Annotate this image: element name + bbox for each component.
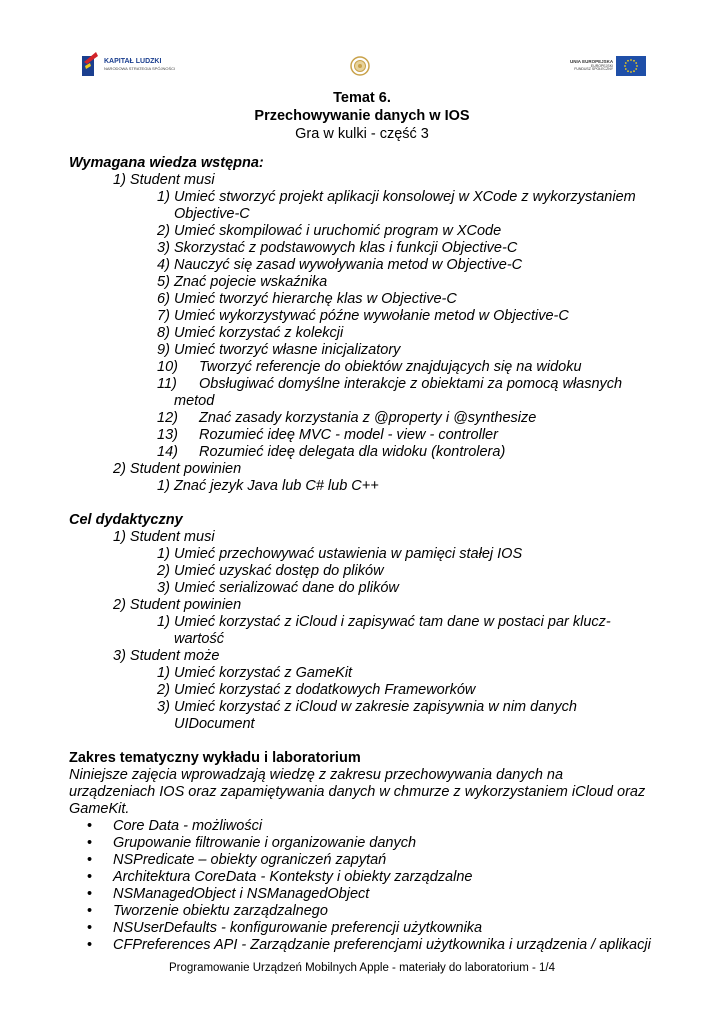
list-item-text: Umieć korzystać z iCloud w zakresie zapisywnia w nim danych xyxy=(174,699,577,715)
list-item xyxy=(69,206,669,223)
list-item-text: Umieć skompilować i uruchomić program w XCode xyxy=(174,223,502,239)
list-item-number: 3) xyxy=(157,240,170,256)
goal-list-1 xyxy=(69,546,669,597)
bullet-text: Core Data - możliwości xyxy=(113,818,263,834)
scope-para-line-1: Niniejsze zajęcia wprowadzają wiedzę z zakresu przechowywania danych na xyxy=(69,767,564,783)
bullet-item xyxy=(69,937,669,954)
bullet-text: Architektura CoreData - Konteksty i obiekty zarządzalne xyxy=(113,869,473,885)
list-item-text: Umieć korzystać z dodatkowych Frameworków xyxy=(174,682,476,698)
list-item xyxy=(69,359,669,376)
bullet-item xyxy=(69,886,669,903)
list-item-text: metod xyxy=(174,393,215,409)
list-item-number: 6) xyxy=(157,291,170,307)
list-item-number: 9) xyxy=(157,342,170,358)
list-item-text: Znać zasady korzystania z @property i @synthesize xyxy=(199,410,537,426)
list-item-text: wartość xyxy=(174,631,224,647)
bullet-text: Grupowanie filtrowanie i organizowanie danych xyxy=(113,835,417,851)
list-item xyxy=(69,614,669,631)
kl-title: KAPITAŁ LUDZKI xyxy=(104,57,162,65)
list-item-number: 14) xyxy=(157,444,178,460)
bullet-item xyxy=(69,852,669,869)
list-item xyxy=(69,376,669,393)
list-item xyxy=(69,478,669,495)
bullet-text: CFPreferences API - Zarządzanie preferencjami użytkownika i urządzenia / aplikacji xyxy=(113,937,651,953)
list-item xyxy=(69,223,669,240)
list-item xyxy=(69,682,669,699)
goal-group-2: 2) Student powinien xyxy=(113,597,242,613)
list-item-number: 3) xyxy=(157,699,170,715)
list-item-number: 4) xyxy=(157,257,170,273)
list-item-text: Umieć uzyskać dostęp do plików xyxy=(174,563,384,579)
goal-heading: Cel dydaktyczny xyxy=(69,512,183,528)
bullet-item xyxy=(69,903,669,920)
document-title xyxy=(0,89,724,143)
bullet-item xyxy=(69,920,669,937)
bullet-icon: • xyxy=(87,903,93,919)
list-item-number: 7) xyxy=(157,308,170,324)
list-item-text: Umieć stworzyć projekt aplikacji konsolowej w XCode z wykorzystaniem xyxy=(174,189,636,205)
list-item-text: Rozumieć ideę delegata dla widoku (kontrolera) xyxy=(199,444,506,460)
list-item-number: 12) xyxy=(157,410,178,426)
prereq-list-2 xyxy=(69,478,669,495)
list-item-text: Umieć korzystać z iCloud i zapisywać tam dane w postaci par klucz- xyxy=(174,614,611,630)
kapital-ludzki-mark-icon xyxy=(80,50,100,78)
prereq-group-2: 2) Student powinien xyxy=(113,461,242,477)
list-item xyxy=(69,716,669,733)
list-item xyxy=(69,308,669,325)
document-body xyxy=(69,155,669,954)
bullet-icon: • xyxy=(87,835,93,851)
list-item-number: 13) xyxy=(157,427,178,443)
list-item-text: Umieć tworzyć własne inicjalizatory xyxy=(174,342,401,358)
scope-para-line-2: urządzeniach IOS oraz zapamiętywania danych w chmurze z wykorzystaniem iCloud oraz xyxy=(69,784,646,800)
list-item-number: 1) xyxy=(157,189,170,205)
page-header xyxy=(0,0,724,90)
bullet-text: NSPredicate – obiekty ograniczeń zapytań xyxy=(113,852,387,868)
list-item-number: 1) xyxy=(157,665,170,681)
list-item-text: Skorzystać z podstawowych klas i funkcji Objective-C xyxy=(174,240,518,256)
list-item xyxy=(69,291,669,308)
list-item xyxy=(69,665,669,682)
bullet-text: NSUserDefaults - konfigurowanie preferencji użytkownika xyxy=(113,920,483,936)
bullet-icon: • xyxy=(87,886,93,902)
bullet-icon: • xyxy=(87,937,93,953)
list-item xyxy=(69,546,669,563)
title-sub: Gra w kulki - część 3 xyxy=(295,126,429,142)
prereq-list-1 xyxy=(69,189,669,359)
prereq-heading: Wymagana wiedza wstępna: xyxy=(69,155,264,171)
title-topic: Temat 6. xyxy=(333,90,391,106)
list-item-text: Umieć wykorzystywać późne wywołanie metod w Objective-C xyxy=(174,308,569,324)
list-item-text: Tworzyć referencje do obiektów znajdujących się na widoku xyxy=(199,359,582,375)
list-item-text: Znać pojecie wskaźnika xyxy=(174,274,328,290)
list-item-number: 5) xyxy=(157,274,170,290)
bullet-item xyxy=(69,869,669,886)
list-item-number: 1) xyxy=(157,614,170,630)
list-item xyxy=(69,325,669,342)
emblem-icon xyxy=(349,55,371,77)
bullet-icon: • xyxy=(87,869,93,885)
list-item-number: 2) xyxy=(157,563,170,579)
bullet-item xyxy=(69,818,669,835)
scope-para-line-3: GameKit. xyxy=(69,801,130,817)
list-item xyxy=(69,189,669,206)
list-item-text: Objective-C xyxy=(174,206,250,222)
list-item xyxy=(69,444,669,461)
bullet-item xyxy=(69,835,669,852)
list-item-text: Znać jezyk Java lub C# lub C++ xyxy=(174,478,379,494)
prereq-group-1: 1) Student musi xyxy=(113,172,215,188)
kapital-ludzki-logo xyxy=(80,50,175,78)
list-item xyxy=(69,342,669,359)
list-item-number: 1) xyxy=(157,478,170,494)
list-item xyxy=(69,631,669,648)
list-item-text: Nauczyć się zasad wywoływania metod w Objective-C xyxy=(174,257,523,273)
list-item-text: Obsługiwać domyślne interakcje z obiektami za pomocą własnych xyxy=(199,376,623,392)
bullet-icon: • xyxy=(87,852,93,868)
list-item xyxy=(69,393,669,410)
scope-bullet-list xyxy=(69,818,669,954)
ue-title: UNIA EUROPEJSKA xyxy=(570,58,614,64)
list-item xyxy=(69,410,669,427)
goal-group-3: 3) Student może xyxy=(113,648,220,664)
list-item xyxy=(69,274,669,291)
bullet-text: NSManagedObject i NSManagedObject xyxy=(113,886,370,902)
list-item-number: 3) xyxy=(157,580,170,596)
kl-subtitle: NARODOWA STRATEGIA SPÓJNOŚCI xyxy=(104,65,176,71)
bullet-icon: • xyxy=(87,920,93,936)
goal-group-1: 1) Student musi xyxy=(113,529,215,545)
list-item-text: Rozumieć ideę MVC - model - view - controller xyxy=(199,427,498,443)
list-item xyxy=(69,257,669,274)
prereq-list-1b xyxy=(69,359,669,461)
list-item-number: 1) xyxy=(157,546,170,562)
list-item-text: Umieć przechowywać ustawienia w pamięci stałej IOS xyxy=(174,546,523,562)
scope-heading: Zakres tematyczny wykładu i laboratorium xyxy=(69,750,361,766)
ue-line1: EUROPEJSKI xyxy=(590,63,614,68)
list-item-number: 10) xyxy=(157,359,178,375)
list-item-number: 2) xyxy=(157,223,170,239)
list-item xyxy=(69,563,669,580)
goal-list-2 xyxy=(69,614,669,648)
list-item xyxy=(69,699,669,716)
list-item xyxy=(69,580,669,597)
list-item-text: Umieć tworzyć hierarchę klas w Objective-C xyxy=(174,291,457,307)
ue-line2: FUNDUSZ SPOŁECZNY xyxy=(574,67,614,72)
list-item xyxy=(69,240,669,257)
eu-flag-icon xyxy=(616,56,646,76)
list-item xyxy=(69,427,669,444)
bullet-icon: • xyxy=(87,818,93,834)
page-footer: Programowanie Urządzeń Mobilnych Apple - materiały do laboratorium - 1/4 xyxy=(168,962,556,974)
list-item-number: 11) xyxy=(157,376,177,392)
list-item-text: UIDocument xyxy=(174,716,255,732)
title-main: Przechowywanie danych w IOS xyxy=(254,108,470,124)
list-item-number: 2) xyxy=(157,682,170,698)
list-item-number: 8) xyxy=(157,325,170,341)
list-item-text: Umieć serializować dane do plików xyxy=(174,580,399,596)
goal-list-3 xyxy=(69,665,669,733)
list-item-text: Umieć korzystać z GameKit xyxy=(174,665,353,681)
bullet-text: Tworzenie obiektu zarządzalnego xyxy=(113,903,328,919)
eu-logo xyxy=(570,56,646,76)
list-item-text: Umieć korzystać z kolekcji xyxy=(174,325,344,341)
